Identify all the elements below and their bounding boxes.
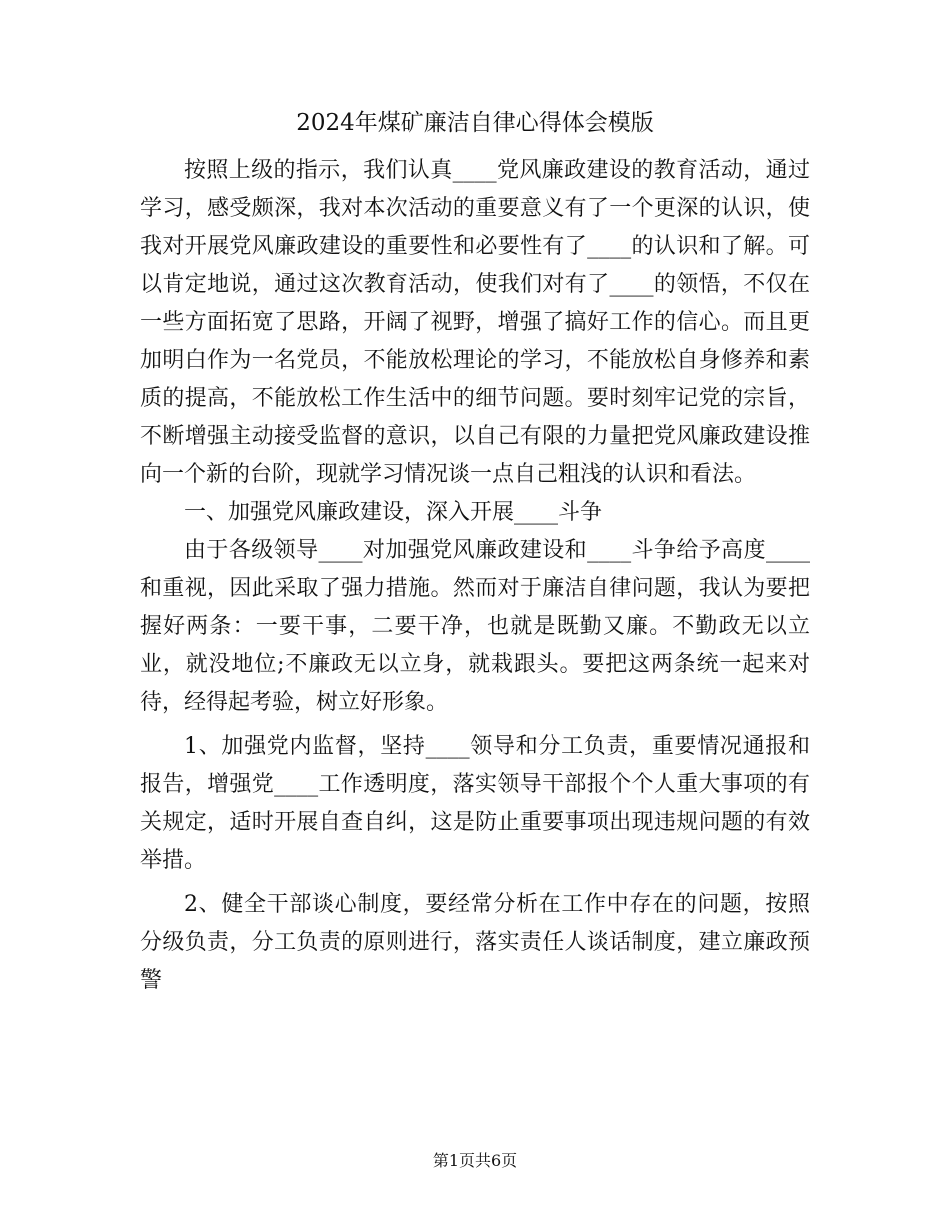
document-body	[140, 152, 810, 1000]
paragraph-item-2: 2、健全干部谈心制度，要经常分析在工作中存在的问题，按照分级负责，分工负责的原则进行，落实责任人谈话制度，建立廉政预警	[140, 892, 810, 993]
section-heading-1: 一、加强党风廉政建设，深入开展____斗争	[184, 500, 603, 525]
document-title: 2024年煤矿廉洁自律心得体会模版	[296, 110, 654, 136]
page-number-footer: 第1页共6页	[432, 1151, 518, 1170]
paragraph-section-1: 由于各级领导____对加强党风廉政建设和____斗争给予高度____和重视，因此采取了强力措施。然而对于廉洁自律问题，我认为要把握好两条：一要干事，二要干净，也就是既勤又廉。不勤政无以立业，就没地位;不廉政无以立身，就栽跟头。要把这两条统一起来对待，经得起考验，树立好形象。	[140, 538, 810, 715]
paragraph-item-1: 1、加强党内监督，坚持____领导和分工负责，重要情况通报和报告，增强党____工作透明度，落实领导干部报个个人重大事项的有关规定，适时开展自查自纠，这是防止重要事项出现违规问题的有效举措。	[140, 734, 810, 873]
paragraph-intro: 按照上级的指示，我们认真____党风廉政建设的教育活动，通过学习，感受颇深，我对本次活动的重要意义有了一个更深的认识，使我对开展党风廉政建设的重要性和必要性有了____的认识和了解。可以肯定地说，通过这次教育活动，使我们对有了____的领悟，不仅在一些方面拓宽了思路，开阔了视野，增强了搞好工作的信心。而且更加明白作为一名党员，不能放松理论的学习，不能放松自身修养和素质的提高，不能放松工作生活中的细节问题。要时刻牢记党的宗旨，不断增强主动接受监督的意识，以自己有限的力量把党风廉政建设推向一个新的台阶，现就学习情况谈一点自己粗浅的认识和看法。	[140, 158, 810, 487]
